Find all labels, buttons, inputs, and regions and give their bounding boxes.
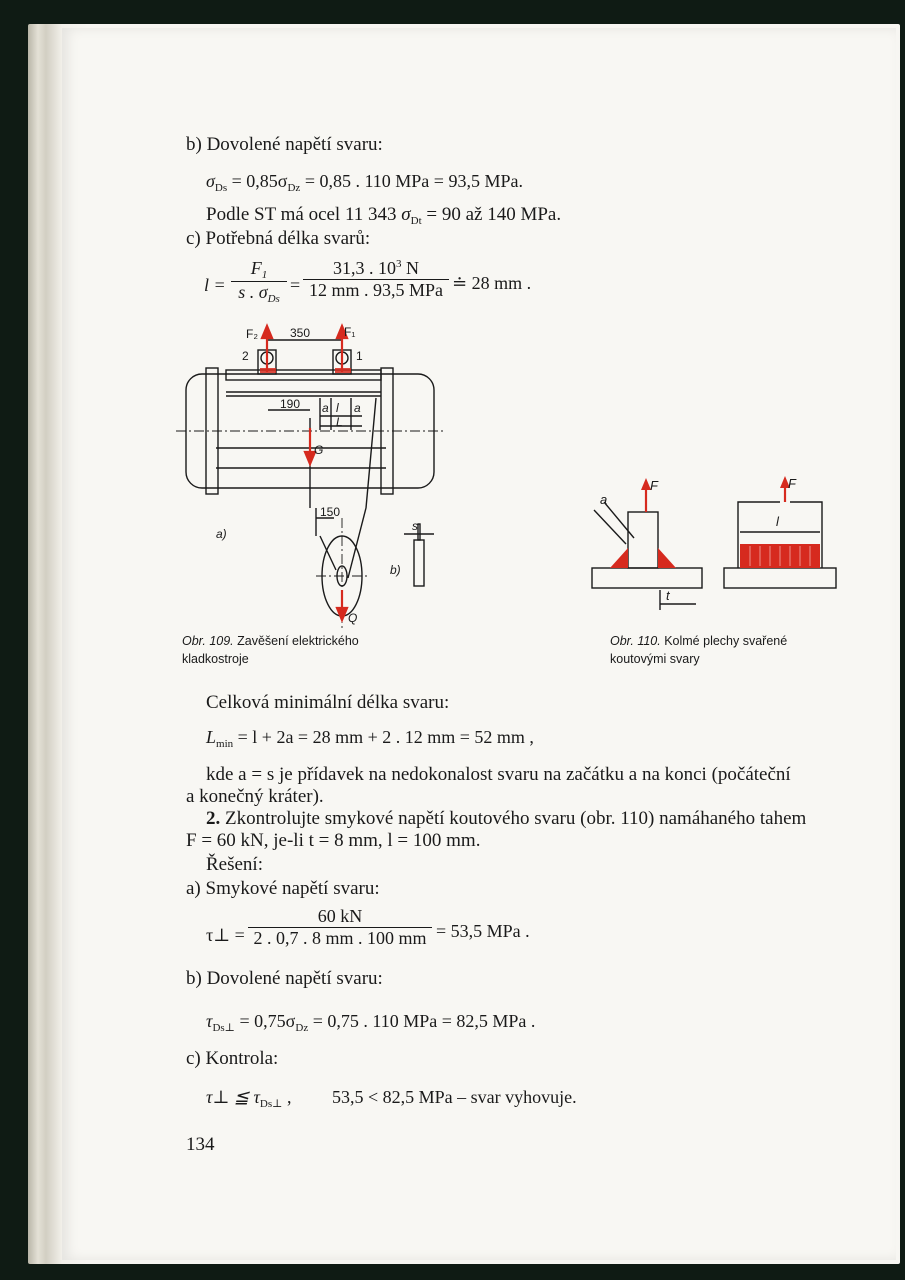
label-a-subfig: a)	[216, 527, 227, 541]
tau-lhs: τ⊥ =	[206, 925, 245, 945]
label-a: a	[600, 492, 608, 507]
label-2: 2	[242, 349, 249, 363]
figure-109-hoist-drawing	[176, 318, 446, 628]
reseni-heading: Řešení:	[206, 854, 263, 875]
formula-tau-ds: $\tau_{Ds\perp} = 0,75\sigma_{Dz} = 0,75$ . 110 MPa = 82,5 MPa .	[206, 1011, 536, 1034]
label-190: 190	[280, 397, 301, 411]
kde-line-1: kde a = s je přídavek na nedokonalost svaru na začátku a na konci (počáteční	[206, 764, 791, 785]
label-Q: Q	[348, 611, 358, 625]
label-350: 350	[290, 326, 311, 340]
formula-sigma-ds: $\sigma_{Ds} = 0,85\sigma_{Dz} = 0,85$ . 110 MPa = 93,5 MPa.	[206, 171, 523, 194]
l-equals: l =	[204, 275, 226, 295]
kontrola-result: 53,5 < 82,5 MPa – svar vyhovuje.	[332, 1087, 577, 1107]
caption-110: Obr. 110. Kolmé plechy svařené koutovými svary	[610, 634, 788, 666]
tau-result: = 53,5 MPa .	[436, 921, 530, 941]
label-l: l	[336, 401, 339, 415]
label-a1: a	[322, 401, 329, 415]
task-line-1: 2. Zkontrolujte smykové napětí koutového svaru (obr. 110) namáhaného tahem	[206, 808, 807, 829]
kontrola-inequality: τ⊥ ≦ $\tau_{Ds\perp}$ ,	[206, 1087, 292, 1110]
fraction-tau: $\frac{60 kN}{2 . 0,7 . 8 mm . 100 mm}$	[248, 906, 432, 949]
figure-110-weld-drawing	[584, 474, 844, 620]
section-c1-heading: c) Potřebná délka svarů:	[186, 228, 371, 249]
section-b1-heading: b) Dovolené napětí svaru:	[186, 134, 383, 155]
section-c2-heading: c) Kontrola:	[186, 1048, 279, 1069]
label-150: 150	[320, 505, 341, 519]
st-line: Podle ST má ocel 11 343 $\sigma_{Dt} = 90$ až 140 MPa.	[206, 204, 562, 227]
label-G: G	[314, 443, 324, 457]
label-L: L	[336, 415, 343, 429]
section-b2-heading: b) Dovolené napětí svaru:	[186, 968, 383, 989]
caption-109: Obr. 109. Zavěšení elektrického kladkostroje	[182, 634, 359, 666]
label-s: s	[412, 519, 418, 533]
label-a2: a	[354, 401, 361, 415]
equals-sign: =	[290, 275, 301, 295]
label-b: b)	[390, 563, 401, 577]
length-result: ≐ 28 mm .	[452, 273, 532, 293]
formula-lmin: $L_{min} = l + 2a = 28$ mm + 2 . 12 mm = 52 mm ,	[206, 727, 534, 750]
label-F-right: F	[788, 476, 796, 491]
label-F-left: F	[650, 478, 658, 493]
label-f2: F₂	[246, 327, 258, 341]
task-line-2: F = 60 kN, je-li t = 8 mm, l = 100 mm.	[186, 830, 481, 851]
celkova-heading: Celková minimální délka svaru:	[206, 692, 450, 713]
label-f1: F₁	[344, 325, 356, 339]
fraction-numeric: 31,3 . $10^3$ N 12 mm . 93,5 MPa	[303, 258, 449, 301]
page-number: 134	[186, 1134, 215, 1155]
label-1: 1	[356, 349, 363, 363]
label-t: t	[666, 588, 670, 603]
fraction-f1-over-s-sigma: $F_1$ s . $\sigma_{Ds}$	[231, 258, 287, 305]
kde-line-2: a konečný kráter).	[186, 786, 324, 807]
label-l: l	[776, 514, 779, 529]
section-a-heading: a) Smykové napětí svaru:	[186, 878, 380, 899]
